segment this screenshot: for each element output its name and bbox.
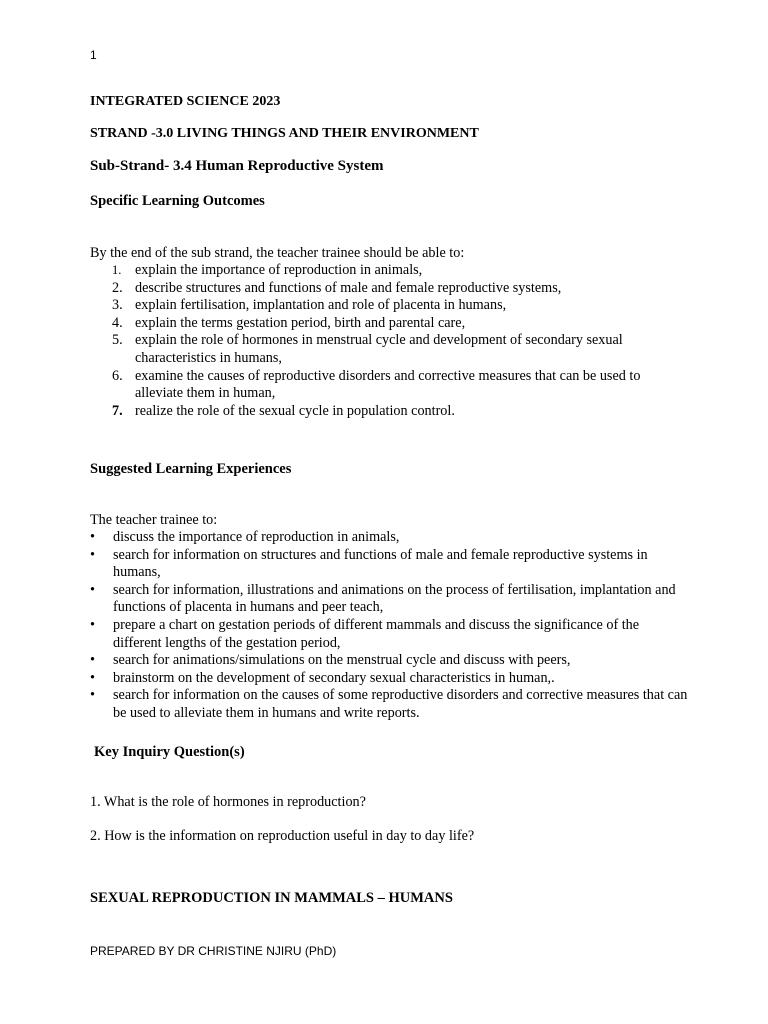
outcome-item	[90, 262, 690, 280]
strand-title: STRAND -3.0 LIVING THINGS AND THEIR ENVIRONMENT	[90, 126, 479, 141]
outcome-number: 4.	[112, 314, 123, 331]
experiences-intro: The teacher trainee to:	[90, 512, 218, 528]
footer-prepared-by: PREPARED BY DR CHRISTINE NJIRU (PhD)	[90, 944, 337, 958]
inquiry-heading: Key Inquiry Question(s)	[94, 744, 245, 760]
outcome-item	[90, 332, 690, 367]
page-number: 1	[90, 48, 97, 62]
bullet-icon: •	[90, 529, 95, 545]
experience-text: search for information on the causes of some reproductive disorders and corrective measures that can be used to alleviate them in humans and write reports.	[113, 687, 688, 721]
experience-text: search for information on structures and functions of male and female reproductive systems in humans,	[113, 546, 648, 581]
bullet-icon: •	[90, 687, 95, 704]
outcome-text: explain the importance of reproduction in animals,	[135, 262, 423, 278]
section-heading: SEXUAL REPRODUCTION IN MAMMALS – HUMANS	[90, 890, 453, 906]
experience-text: prepare a chart on gestation periods of different mammals and discuss the significance of the different lengths of the gestation period,	[113, 616, 640, 651]
outcome-item	[90, 280, 690, 298]
outcome-number: 1.	[112, 263, 122, 277]
experience-item	[90, 670, 690, 688]
outcome-text: examine the causes of reproductive disorders and corrective measures that can be used to alleviate them in human,	[135, 367, 641, 402]
experience-item	[90, 652, 690, 670]
course-title: INTEGRATED SCIENCE 2023	[90, 94, 281, 109]
outcome-number: 2.	[112, 279, 123, 296]
experience-text: search for animations/simulations on the menstrual cycle and discuss with peers,	[113, 652, 571, 669]
outcome-text: explain the role of hormones in menstrual cycle and development of secondary sexual characteristics in humans,	[135, 332, 623, 366]
experiences-heading: Suggested Learning Experiences	[90, 461, 292, 477]
bullet-icon: •	[90, 616, 95, 633]
inquiry-question: 1. What is the role of hormones in reproduction?	[90, 794, 366, 810]
bullet-icon: •	[90, 669, 95, 686]
sub-strand-title: Sub-Strand- 3.4 Human Reproductive System	[90, 158, 384, 174]
outcome-text: explain the terms gestation period, birth and parental care,	[135, 314, 466, 331]
outcome-number: 6.	[112, 367, 123, 384]
bullet-icon: •	[90, 652, 95, 669]
experience-item	[90, 582, 690, 617]
experience-item	[90, 547, 690, 582]
outcome-number: 3.	[112, 297, 123, 314]
outcome-number: 5.	[112, 332, 123, 349]
experience-item	[90, 617, 690, 652]
experience-item	[90, 529, 690, 547]
outcomes-heading: Specific Learning Outcomes	[90, 193, 265, 209]
outcome-text: realize the role of the sexual cycle in population control.	[135, 402, 455, 419]
bullet-icon: •	[90, 546, 95, 563]
outcomes-list	[90, 262, 690, 420]
bullet-icon: •	[90, 581, 95, 598]
outcome-item	[90, 315, 690, 333]
experience-text: brainstorm on the development of secondary sexual characteristics in human,.	[113, 669, 555, 686]
outcomes-intro: By the end of the sub strand, the teacher trainee should be able to:	[90, 245, 465, 261]
experience-text: discuss the importance of reproduction in animals,	[113, 529, 400, 545]
experiences-list	[90, 529, 690, 723]
outcome-item	[90, 368, 690, 403]
outcome-text: describe structures and functions of male and female reproductive systems,	[135, 279, 562, 296]
outcome-number: 7.	[112, 402, 123, 419]
inquiry-question: 2. How is the information on reproduction useful in day to day life?	[90, 828, 475, 844]
experience-text: search for information, illustrations and animations on the process of fertilisation, implantation and functions of placenta in humans and peer teach,	[113, 581, 676, 616]
outcome-item	[90, 403, 690, 421]
outcome-text: explain fertilisation, implantation and role of placenta in humans,	[135, 297, 507, 314]
outcome-item	[90, 297, 690, 315]
experience-item	[90, 687, 690, 722]
